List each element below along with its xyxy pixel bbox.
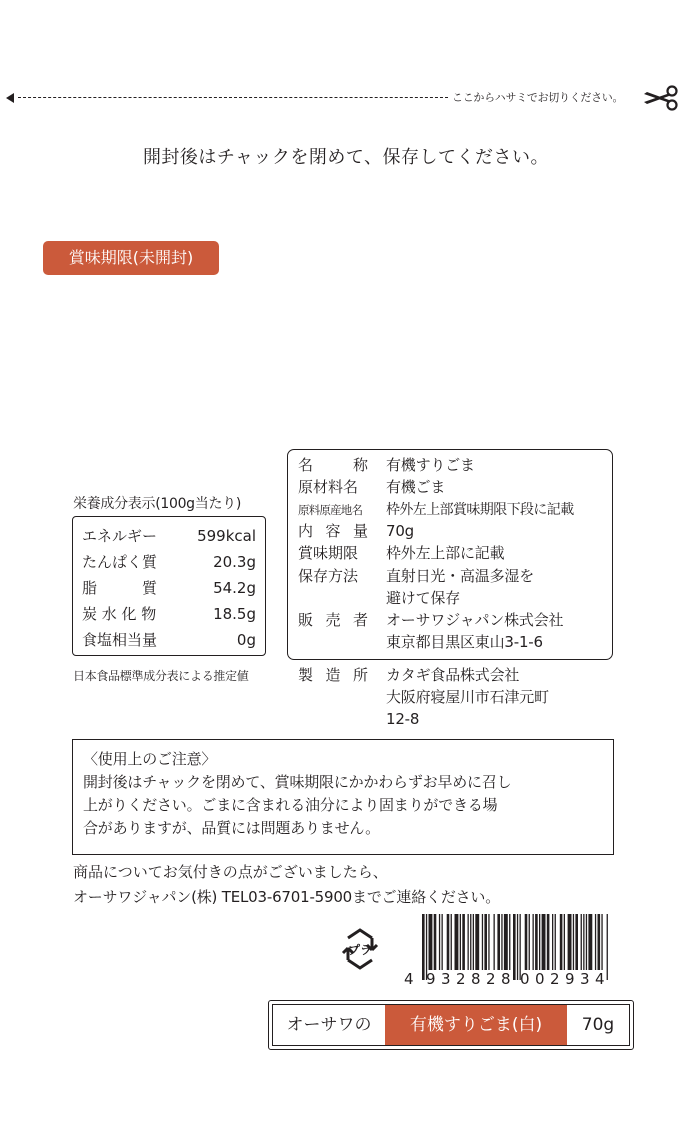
barcode-digit: 2: [550, 970, 560, 988]
contact-line-1: 商品についてお気付きの点がございましたら、: [73, 863, 388, 881]
name-plate-frame: [272, 1004, 630, 1046]
barcode-bar: [451, 914, 452, 970]
barcode-digit: 0: [520, 970, 530, 988]
barcode-bar: [482, 914, 483, 970]
nutrition-value: 54.2g: [213, 579, 256, 597]
nutrition-label: 炭 水 化 物: [82, 605, 157, 623]
info-label-ingredients: 原材料名: [298, 478, 359, 496]
barcode-digit: 3: [580, 970, 590, 988]
info-value-ingredients: 有機ごま: [386, 478, 446, 496]
barcode-digit: 3: [441, 970, 451, 988]
barcode-bar: [460, 914, 461, 970]
expiry-badge: 賞味期限(未開封): [43, 241, 219, 275]
barcode-bar: [542, 914, 546, 970]
barcode-bar: [529, 914, 530, 970]
nutrition-note: 日本食品標準成分表による推定値: [73, 669, 249, 683]
barcode-bar: [586, 914, 587, 970]
barcode-bar: [539, 914, 540, 970]
caution-line: 合がありますが、品質には問題ありません。: [83, 819, 380, 837]
cut-line: [18, 97, 448, 98]
barcode-digit: 4: [404, 970, 414, 988]
barcode-bar: [442, 914, 443, 970]
barcode-bar: [547, 914, 550, 970]
barcode-bar: [560, 914, 563, 970]
caution-box: [72, 739, 614, 855]
nutrition-value: 599kcal: [197, 527, 256, 545]
barcode-bar: [475, 914, 479, 970]
barcode-bar: [598, 914, 601, 970]
barcode-number: [404, 970, 616, 990]
barcode-bar: [447, 914, 450, 970]
nutrition-label: たんぱく質: [82, 553, 158, 571]
barcode-bar: [473, 914, 474, 970]
barcode-bar: [573, 914, 574, 970]
barcode-digit: 2: [456, 970, 466, 988]
barcode-digit: 8: [471, 970, 481, 988]
info-value-contents: 70g: [386, 522, 415, 540]
barcode-bar: [575, 914, 578, 970]
info-value-seller: オーサワジャパン株式会社 東京都目黒区東山3-1-6: [386, 611, 564, 651]
info-label-expiry: 賞味期限: [298, 544, 359, 562]
barcode-bar: [468, 914, 469, 970]
nutrition-label: エネルギー: [82, 527, 158, 545]
nutrition-row: [82, 627, 256, 653]
barcode-bar: [439, 914, 440, 970]
nutrition-row: [82, 523, 256, 549]
barcode-digit: 9: [426, 970, 436, 988]
nutrition-title: 栄養成分表示(100g当たり): [73, 496, 242, 512]
info-label-storage: 保存方法: [298, 567, 359, 585]
barcode-bar: [501, 914, 502, 970]
nutrition-table: [72, 516, 266, 656]
cut-line-arrow-icon: [6, 93, 14, 103]
barcode-bar: [581, 914, 582, 970]
barcode-bar: [484, 914, 487, 970]
recycle-pla-icon: [340, 928, 380, 970]
plate-brand: オーサワの: [286, 1015, 372, 1035]
barcode-bar: [525, 914, 528, 970]
nutrition-value: 20.3g: [213, 553, 256, 571]
barcode-bar: [434, 914, 437, 970]
cut-instruction: ここからハサミでお切りください。: [452, 91, 624, 104]
barcode-bar: [568, 914, 572, 970]
barcode-bar: [497, 914, 500, 970]
barcode-bar: [509, 914, 510, 970]
nutrition-row: [82, 575, 256, 601]
barcode-bar: [504, 914, 508, 970]
caution-title: 〈使用上のご注意〉: [83, 750, 217, 768]
nutrition-label: 脂 質: [82, 579, 158, 597]
barcode-digit: 0: [535, 970, 545, 988]
nutrition-row: [82, 601, 256, 627]
barcode-bar: [535, 914, 538, 970]
barcode-bar: [601, 914, 602, 970]
info-label-manufacturer: 製 造 所: [298, 666, 368, 684]
barcode-bar: [595, 914, 596, 970]
barcode-bar: [555, 914, 556, 970]
barcode-digit: 9: [565, 970, 575, 988]
barcode-bar: [588, 914, 592, 970]
storage-note: 開封後はチャックを閉めて、保存してください。: [142, 147, 550, 168]
barcode-bar: [583, 914, 584, 970]
barcode-bar: [488, 914, 489, 970]
info-label-origin: 原料原産地名: [298, 503, 363, 517]
nutrition-value: 0g: [236, 631, 256, 649]
caution-line: 上がりください。ごまに含まれる油分により固まりができる場: [83, 796, 498, 814]
scissors-icon: [640, 85, 680, 111]
barcode-bar: [533, 914, 534, 970]
barcode-bar: [462, 914, 465, 970]
barcode-digit: 4: [595, 970, 605, 988]
info-value-name: 有機すりごま: [386, 456, 475, 474]
info-value-manufacturer: カタギ食品株式会社 大阪府寝屋川市石津元町 12-8: [386, 666, 549, 728]
recycle-mark-text: プラ: [347, 943, 373, 957]
info-value-storage: 直射日光・高温多湿を 避けて保存: [386, 567, 535, 607]
caution-line: 開封後はチャックを閉めて、賞味期限にかかわらずお早めに召し: [83, 773, 512, 791]
barcode-bar: [494, 914, 495, 970]
barcode-bar: [552, 914, 553, 970]
info-label-name: 名 称: [298, 456, 368, 474]
plate-weight: 70g: [581, 1015, 615, 1035]
info-label-seller: 販 売 者: [298, 611, 368, 629]
plate-product-name: 有機すりごま(白): [385, 1005, 567, 1045]
barcode-digit: 8: [501, 970, 511, 988]
barcode-bar: [564, 914, 565, 970]
nutrition-value: 18.5g: [213, 605, 256, 623]
barcode-bar: [455, 914, 459, 970]
contact-line-2: オーサワジャパン(株) TEL03-6701-5900までご連絡ください。: [73, 888, 501, 906]
info-value-origin: 枠外左上部賞味期限下段に記載: [386, 502, 574, 518]
barcode-bar: [470, 914, 471, 970]
info-label-contents: 内 容 量: [298, 522, 368, 540]
barcode-digit: 2: [486, 970, 496, 988]
barcode-bar: [429, 914, 433, 970]
nutrition-row: [82, 549, 256, 575]
nutrition-label: 食塩相当量: [82, 631, 158, 649]
product-name-plate: [268, 1000, 634, 1050]
info-value-expiry: 枠外左上部に記載: [386, 544, 505, 562]
